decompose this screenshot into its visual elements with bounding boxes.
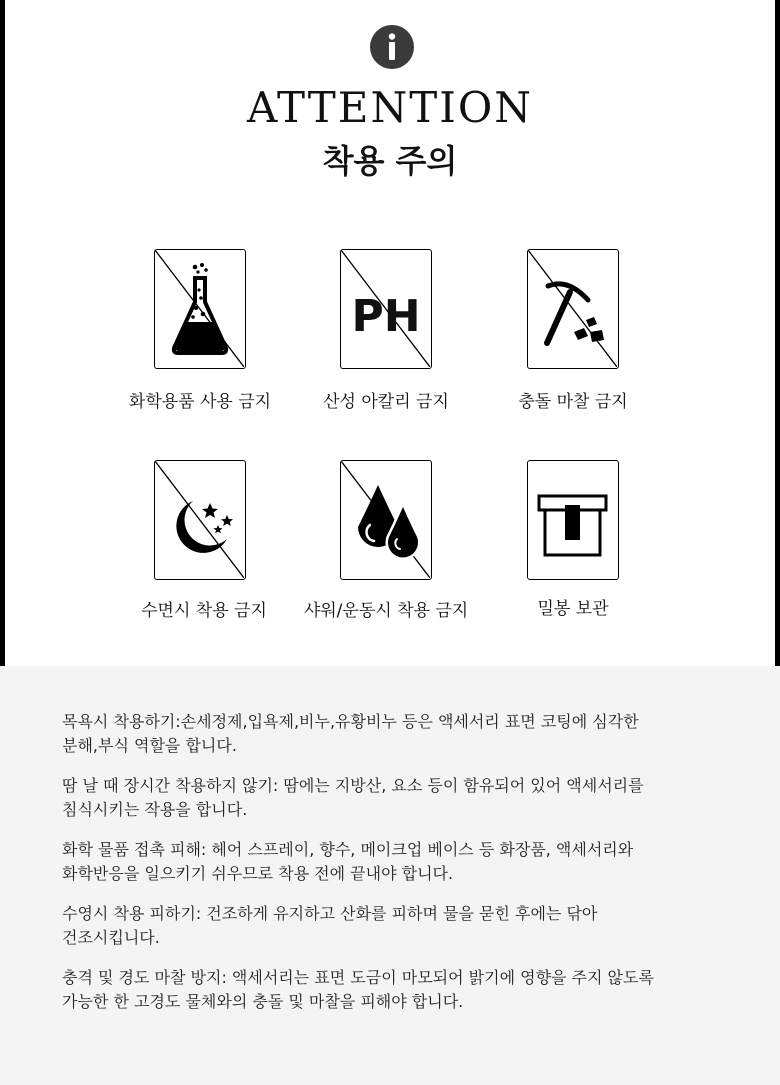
note-impact [62,966,742,1014]
note-bathing [62,710,742,758]
label-ph: 산성 아칼리 금지 [323,392,449,412]
note-sweat [62,774,742,822]
label-chemicals: 화학용품 사용 금지 [128,392,272,412]
info-circle-icon [369,24,415,70]
note-line: 수영시 착용 피하기: 건조하게 유지하고 산화를 피하며 물을 묻힌 후에는 닦아 [62,904,598,923]
ph-icon [341,250,430,367]
moon-stars-icon [155,461,244,578]
note-line: 가능한 한 고경도 물체와의 충돌 및 마찰을 피해야 합니다. [62,992,464,1011]
attention-subtitle: 착용 주의 [322,142,458,180]
note-swimming [62,902,742,950]
water-drops-icon [341,461,430,578]
note-chemicals [62,838,742,886]
icon-card-chemicals [154,249,246,369]
note-line: 건조시킵니다. [62,928,160,947]
note-line: 화학 물품 접촉 피해: 헤어 스프레이, 향수, 메이크업 베이스 등 화장품, 액세서리와 [62,840,634,859]
note-line: 분해,부식 역할을 합니다. [62,736,237,755]
note-line: 목욕시 착용하기:손세정제,입욕제,비누,유황비누 등은 액세서리 표면 코팅에 심각한 [62,712,639,731]
icon-card-storage [527,460,619,580]
icon-card-ph [340,249,432,369]
label-water: 샤워/운동시 착용 금지 [303,601,469,621]
pickaxe-icon [528,250,617,367]
note-line: 땀 날 때 장시간 착용하지 않기: 땀에는 지방산, 요소 등이 함유되어 있어 액세서리를 [62,776,644,795]
attention-title: ATTENTION [246,83,534,132]
chemical-flask-icon [155,250,244,367]
note-line: 충격 및 경도 마찰 방지: 액세서리는 표면 도금이 마모되어 밝기에 영향을 주지 않도록 [62,968,654,987]
note-line: 침식시키는 작용을 합니다. [62,800,248,819]
care-notes [62,710,742,1030]
icon-card-impact [527,249,619,369]
note-line: 화학반응을 일으키기 쉬우므로 착용 전에 끝내야 합니다. [62,864,454,883]
label-impact: 충돌 마찰 금지 [518,392,628,412]
sealed-box-icon [528,461,617,578]
icon-card-water [340,460,432,580]
ph-text: PH [351,291,421,342]
icon-card-sleep [154,460,246,580]
label-sleep: 수면시 착용 금지 [141,601,267,621]
label-storage: 밀봉 보관 [537,599,609,619]
